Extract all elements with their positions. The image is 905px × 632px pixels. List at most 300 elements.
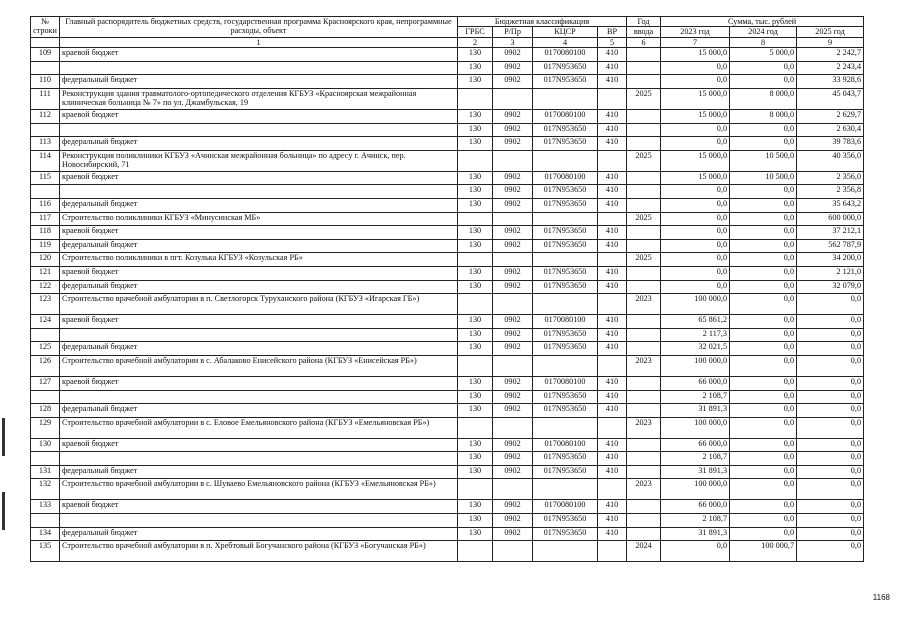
cell-grbs: 130 [458,226,493,240]
cell-sum-2025: 0,0 [797,514,864,528]
table-row [31,390,864,404]
cell-vr: 410 [598,137,627,151]
cell-sum-2025: 2 356,8 [797,185,864,199]
cell-sum-2023: 31 891,3 [661,465,730,479]
cell-grbs [458,294,493,315]
cell-sum-2023: 31 891,3 [661,527,730,541]
cell-sum-2025: 2 243,4 [797,61,864,75]
cell-row-number: 133 [31,500,60,514]
cell-row-number: 109 [31,48,60,62]
table-header [31,17,864,48]
cell-grbs: 130 [458,342,493,356]
header-row-number [31,17,60,38]
cell-row-number: 118 [31,226,60,240]
cell-sum-2024: 0,0 [730,185,797,199]
table-row [31,355,864,376]
cell-rzpr: 0902 [493,61,533,75]
cell-year [627,75,661,89]
cell-kcsr: 017N953650 [533,198,598,212]
cell-row-number [31,452,60,466]
cell-grbs: 130 [458,315,493,329]
cell-sum-2023: 66 000,0 [661,376,730,390]
cell-sum-2024: 0,0 [730,514,797,528]
cell-rzpr: 0902 [493,328,533,342]
cell-name: федеральный бюджет [60,75,458,89]
cell-year [627,61,661,75]
cell-vr: 410 [598,239,627,253]
cell-grbs: 130 [458,110,493,124]
cell-vr: 410 [598,171,627,185]
cell-vr [598,89,627,110]
cell-grbs [458,150,493,171]
cell-name: Строительство врачебной амбулатории в п. Хребтовый Богучанского района (КГБУЗ «Богучанская РБ») [60,541,458,562]
cell-vr: 410 [598,342,627,356]
cell-kcsr: 017N953650 [533,280,598,294]
cell-name [60,61,458,75]
budget-document [30,16,863,562]
cell-sum-2024: 0,0 [730,239,797,253]
cell-name: краевой бюджет [60,266,458,280]
cell-rzpr: 0902 [493,123,533,137]
cell-year [627,404,661,418]
cell-year [627,514,661,528]
cell-sum-2025: 37 212,1 [797,226,864,240]
cell-sum-2024: 0,0 [730,198,797,212]
cell-sum-2023: 32 021,5 [661,342,730,356]
cell-row-number [31,185,60,199]
cell-vr: 410 [598,514,627,528]
cell-sum-2024: 0,0 [730,355,797,376]
cell-grbs [458,253,493,267]
cell-sum-2025: 34 200,0 [797,253,864,267]
cell-sum-2025: 45 043,7 [797,89,864,110]
cell-row-number: 128 [31,404,60,418]
cell-grbs: 130 [458,527,493,541]
cell-vr [598,212,627,226]
cell-vr: 410 [598,500,627,514]
cell-row-number: 134 [31,527,60,541]
header-2023: 2023 год [661,27,730,37]
cell-kcsr: 017N953650 [533,527,598,541]
cell-rzpr: 0902 [493,266,533,280]
cell-sum-2024: 0,0 [730,500,797,514]
cell-vr: 410 [598,452,627,466]
cell-year: 2023 [627,355,661,376]
cell-name: краевой бюджет [60,48,458,62]
cell-year [627,500,661,514]
table-row [31,48,864,62]
cell-year: 2023 [627,417,661,438]
cell-kcsr: 0170080100 [533,315,598,329]
cell-row-number: 131 [31,465,60,479]
cell-name: краевой бюджет [60,226,458,240]
cell-sum-2024: 10 500,0 [730,171,797,185]
cell-sum-2024: 0,0 [730,438,797,452]
table-row [31,527,864,541]
cell-name: Реконструкция здания травматолого-ортопедического отделения КГБУЗ «Красноярская межрайонная клиническая больница № 7» по ул. Джамбульская, 19 [60,89,458,110]
cell-sum-2025: 0,0 [797,328,864,342]
cell-row-number [31,328,60,342]
cell-name: краевой бюджет [60,171,458,185]
cell-sum-2025: 33 928,6 [797,75,864,89]
cell-grbs: 130 [458,239,493,253]
table-row [31,226,864,240]
cell-grbs: 130 [458,48,493,62]
cell-grbs: 130 [458,328,493,342]
cell-rzpr [493,479,533,500]
table-row [31,479,864,500]
cell-name [60,328,458,342]
cell-kcsr [533,417,598,438]
budget-table [30,16,864,562]
cell-sum-2024: 0,0 [730,417,797,438]
cell-grbs: 130 [458,452,493,466]
col-num: 1 [60,37,458,47]
cell-row-number: 119 [31,239,60,253]
cell-row-number: 126 [31,355,60,376]
cell-year [627,465,661,479]
cell-row-number: 121 [31,266,60,280]
cell-year [627,185,661,199]
cell-sum-2024: 10 500,0 [730,150,797,171]
cell-kcsr [533,253,598,267]
cell-year: 2025 [627,89,661,110]
cell-rzpr [493,89,533,110]
cell-vr [598,355,627,376]
cell-sum-2024: 0,0 [730,123,797,137]
cell-row-number [31,123,60,137]
table-row [31,452,864,466]
cell-sum-2025: 0,0 [797,315,864,329]
cell-grbs: 130 [458,438,493,452]
cell-vr [598,253,627,267]
cell-sum-2023: 0,0 [661,123,730,137]
cell-kcsr: 0170080100 [533,48,598,62]
cell-year [627,171,661,185]
cell-vr: 410 [598,280,627,294]
table-row [31,75,864,89]
cell-sum-2024: 0,0 [730,266,797,280]
table-row [31,280,864,294]
cell-kcsr: 0170080100 [533,500,598,514]
cell-sum-2023: 0,0 [661,266,730,280]
table-row [31,239,864,253]
cell-vr [598,150,627,171]
cell-name: краевой бюджет [60,438,458,452]
cell-name [60,123,458,137]
table-row [31,253,864,267]
cell-sum-2023: 0,0 [661,75,730,89]
scan-edge-mark [2,418,5,456]
cell-year [627,266,661,280]
cell-vr [598,294,627,315]
cell-vr: 410 [598,328,627,342]
table-row [31,266,864,280]
cell-sum-2025: 2 242,7 [797,48,864,62]
table-row [31,417,864,438]
table-row [31,89,864,110]
table-row [31,185,864,199]
col-num: 8 [730,37,797,47]
cell-sum-2024: 0,0 [730,280,797,294]
cell-vr: 410 [598,376,627,390]
cell-year [627,315,661,329]
cell-kcsr: 017N953650 [533,185,598,199]
cell-vr: 410 [598,48,627,62]
cell-kcsr: 017N953650 [533,465,598,479]
cell-sum-2024: 0,0 [730,328,797,342]
col-num: 7 [661,37,730,47]
col-num: 4 [533,37,598,47]
cell-grbs: 130 [458,404,493,418]
cell-row-number: 124 [31,315,60,329]
cell-sum-2025: 0,0 [797,376,864,390]
cell-vr: 410 [598,110,627,124]
cell-sum-2024: 0,0 [730,342,797,356]
cell-rzpr: 0902 [493,185,533,199]
cell-rzpr: 0902 [493,500,533,514]
cell-vr: 410 [598,266,627,280]
cell-sum-2024: 0,0 [730,75,797,89]
col-num: 2 [458,37,493,47]
col-num: 6 [627,37,661,47]
cell-sum-2024: 8 000,0 [730,89,797,110]
cell-year [627,123,661,137]
cell-name: Реконструкция поликлиники КГБУЗ «Ачинская межрайонная больница» по адресу г. Ачинск, пер. Новосибирский, 71 [60,150,458,171]
cell-rzpr: 0902 [493,376,533,390]
header-sum: Сумма, тыс. рублей [661,17,864,27]
header-vr: ВР [598,27,627,37]
table-row [31,110,864,124]
cell-sum-2023: 66 000,0 [661,438,730,452]
cell-year [627,48,661,62]
cell-sum-2023: 100 000,0 [661,479,730,500]
cell-sum-2023: 0,0 [661,185,730,199]
header-year-top: Год [627,17,661,27]
header-2024: 2024 год [730,27,797,37]
cell-sum-2024: 0,0 [730,465,797,479]
cell-sum-2025: 0,0 [797,541,864,562]
cell-name: Строительство поликлиники в пгт. Козулька КГБУЗ «Козульская РБ» [60,253,458,267]
table-row [31,465,864,479]
header-kcsr: КЦСР [533,27,598,37]
cell-row-number [31,514,60,528]
cell-grbs: 130 [458,376,493,390]
table-row [31,171,864,185]
cell-kcsr: 0170080100 [533,110,598,124]
cell-vr: 410 [598,75,627,89]
table-row [31,514,864,528]
cell-grbs: 130 [458,75,493,89]
cell-sum-2023: 15 000,0 [661,89,730,110]
cell-sum-2023: 100 000,0 [661,417,730,438]
cell-kcsr: 0170080100 [533,376,598,390]
table-row [31,438,864,452]
cell-sum-2024: 0,0 [730,253,797,267]
cell-sum-2024: 0,0 [730,294,797,315]
cell-vr: 410 [598,465,627,479]
cell-year [627,226,661,240]
cell-kcsr: 017N953650 [533,266,598,280]
cell-sum-2024: 0,0 [730,226,797,240]
cell-grbs: 130 [458,465,493,479]
cell-sum-2024: 0,0 [730,376,797,390]
cell-rzpr: 0902 [493,110,533,124]
cell-grbs [458,479,493,500]
cell-sum-2025: 0,0 [797,390,864,404]
cell-sum-2023: 2 108,7 [661,452,730,466]
cell-rzpr: 0902 [493,438,533,452]
cell-vr: 410 [598,527,627,541]
cell-sum-2025: 32 079,0 [797,280,864,294]
cell-grbs [458,355,493,376]
cell-name: Строительство врачебной амбулатории в п. Светлогорск Туруханского района (КГБУЗ «Игарская ГБ») [60,294,458,315]
cell-name: федеральный бюджет [60,137,458,151]
cell-sum-2023: 15 000,0 [661,48,730,62]
cell-vr [598,417,627,438]
cell-sum-2023: 65 861,2 [661,315,730,329]
cell-name: краевой бюджет [60,110,458,124]
cell-name [60,514,458,528]
cell-vr: 410 [598,390,627,404]
cell-kcsr [533,479,598,500]
cell-sum-2025: 0,0 [797,438,864,452]
cell-sum-2024: 5 000,0 [730,48,797,62]
cell-sum-2025: 562 787,9 [797,239,864,253]
scan-edge-mark [2,492,5,530]
cell-sum-2023: 2 117,3 [661,328,730,342]
cell-year [627,438,661,452]
cell-kcsr [533,89,598,110]
cell-sum-2023: 0,0 [661,253,730,267]
cell-grbs: 130 [458,198,493,212]
table-row [31,541,864,562]
header-no: № [41,17,49,26]
cell-vr: 410 [598,404,627,418]
cell-rzpr: 0902 [493,514,533,528]
cell-year: 2025 [627,212,661,226]
cell-sum-2025: 0,0 [797,417,864,438]
cell-sum-2025: 2 629,7 [797,110,864,124]
cell-name: федеральный бюджет [60,280,458,294]
cell-kcsr: 017N953650 [533,75,598,89]
cell-kcsr [533,212,598,226]
cell-row-number: 132 [31,479,60,500]
cell-sum-2023: 0,0 [661,137,730,151]
cell-kcsr: 017N953650 [533,61,598,75]
cell-sum-2023: 0,0 [661,226,730,240]
cell-rzpr: 0902 [493,315,533,329]
cell-sum-2024: 0,0 [730,212,797,226]
cell-name: краевой бюджет [60,500,458,514]
cell-sum-2023: 0,0 [661,198,730,212]
cell-row-number: 135 [31,541,60,562]
cell-row-number: 127 [31,376,60,390]
cell-rzpr: 0902 [493,452,533,466]
table-row [31,61,864,75]
cell-kcsr [533,150,598,171]
cell-row-number [31,61,60,75]
cell-kcsr: 017N953650 [533,123,598,137]
cell-name: федеральный бюджет [60,198,458,212]
cell-rzpr: 0902 [493,390,533,404]
cell-sum-2024: 8 000,0 [730,110,797,124]
cell-sum-2023: 0,0 [661,212,730,226]
cell-sum-2025: 2 121,0 [797,266,864,280]
cell-name: федеральный бюджет [60,239,458,253]
cell-kcsr: 017N953650 [533,404,598,418]
cell-rzpr: 0902 [493,239,533,253]
cell-row-number: 110 [31,75,60,89]
cell-year: 2025 [627,253,661,267]
cell-sum-2023: 0,0 [661,541,730,562]
cell-rzpr: 0902 [493,404,533,418]
cell-row-number: 112 [31,110,60,124]
cell-rzpr [493,212,533,226]
table-row [31,198,864,212]
cell-kcsr: 017N953650 [533,226,598,240]
cell-sum-2025: 0,0 [797,452,864,466]
cell-year [627,390,661,404]
table-row [31,150,864,171]
cell-sum-2025: 35 643,2 [797,198,864,212]
cell-vr: 410 [598,226,627,240]
cell-year [627,328,661,342]
cell-name [60,185,458,199]
cell-name: Строительство врачебной амбулатории в с. Абалаково Енисейского района (КГБУЗ «Енисейская РБ») [60,355,458,376]
cell-rzpr: 0902 [493,75,533,89]
cell-grbs [458,89,493,110]
cell-sum-2025: 0,0 [797,294,864,315]
cell-year [627,280,661,294]
cell-name: Строительство врачебной амбулатории в с. Шуваево Емельяновского района (КГБУЗ «Емельяновская РБ») [60,479,458,500]
cell-name: Строительство поликлиники КГБУЗ «Минусинская МБ» [60,212,458,226]
cell-sum-2023: 2 108,7 [661,514,730,528]
cell-rzpr: 0902 [493,465,533,479]
cell-kcsr: 017N953650 [533,328,598,342]
cell-sum-2025: 0,0 [797,465,864,479]
cell-sum-2023: 100 000,0 [661,294,730,315]
cell-kcsr [533,355,598,376]
cell-vr: 410 [598,123,627,137]
cell-year: 2023 [627,479,661,500]
cell-grbs [458,417,493,438]
cell-grbs: 130 [458,171,493,185]
cell-kcsr: 017N953650 [533,239,598,253]
cell-name [60,452,458,466]
cell-sum-2024: 100 000,7 [730,541,797,562]
cell-row-number: 129 [31,417,60,438]
cell-sum-2025: 0,0 [797,355,864,376]
cell-rzpr [493,417,533,438]
cell-row-number: 125 [31,342,60,356]
table-row [31,294,864,315]
col-num: 3 [493,37,533,47]
cell-sum-2023: 66 000,0 [661,500,730,514]
cell-sum-2024: 0,0 [730,527,797,541]
cell-rzpr: 0902 [493,171,533,185]
cell-sum-2025: 0,0 [797,404,864,418]
cell-vr: 410 [598,438,627,452]
cell-kcsr: 017N953650 [533,342,598,356]
cell-rzpr: 0902 [493,48,533,62]
table-row [31,328,864,342]
cell-year [627,137,661,151]
cell-year [627,198,661,212]
table-row [31,212,864,226]
cell-sum-2024: 0,0 [730,137,797,151]
cell-grbs: 130 [458,390,493,404]
